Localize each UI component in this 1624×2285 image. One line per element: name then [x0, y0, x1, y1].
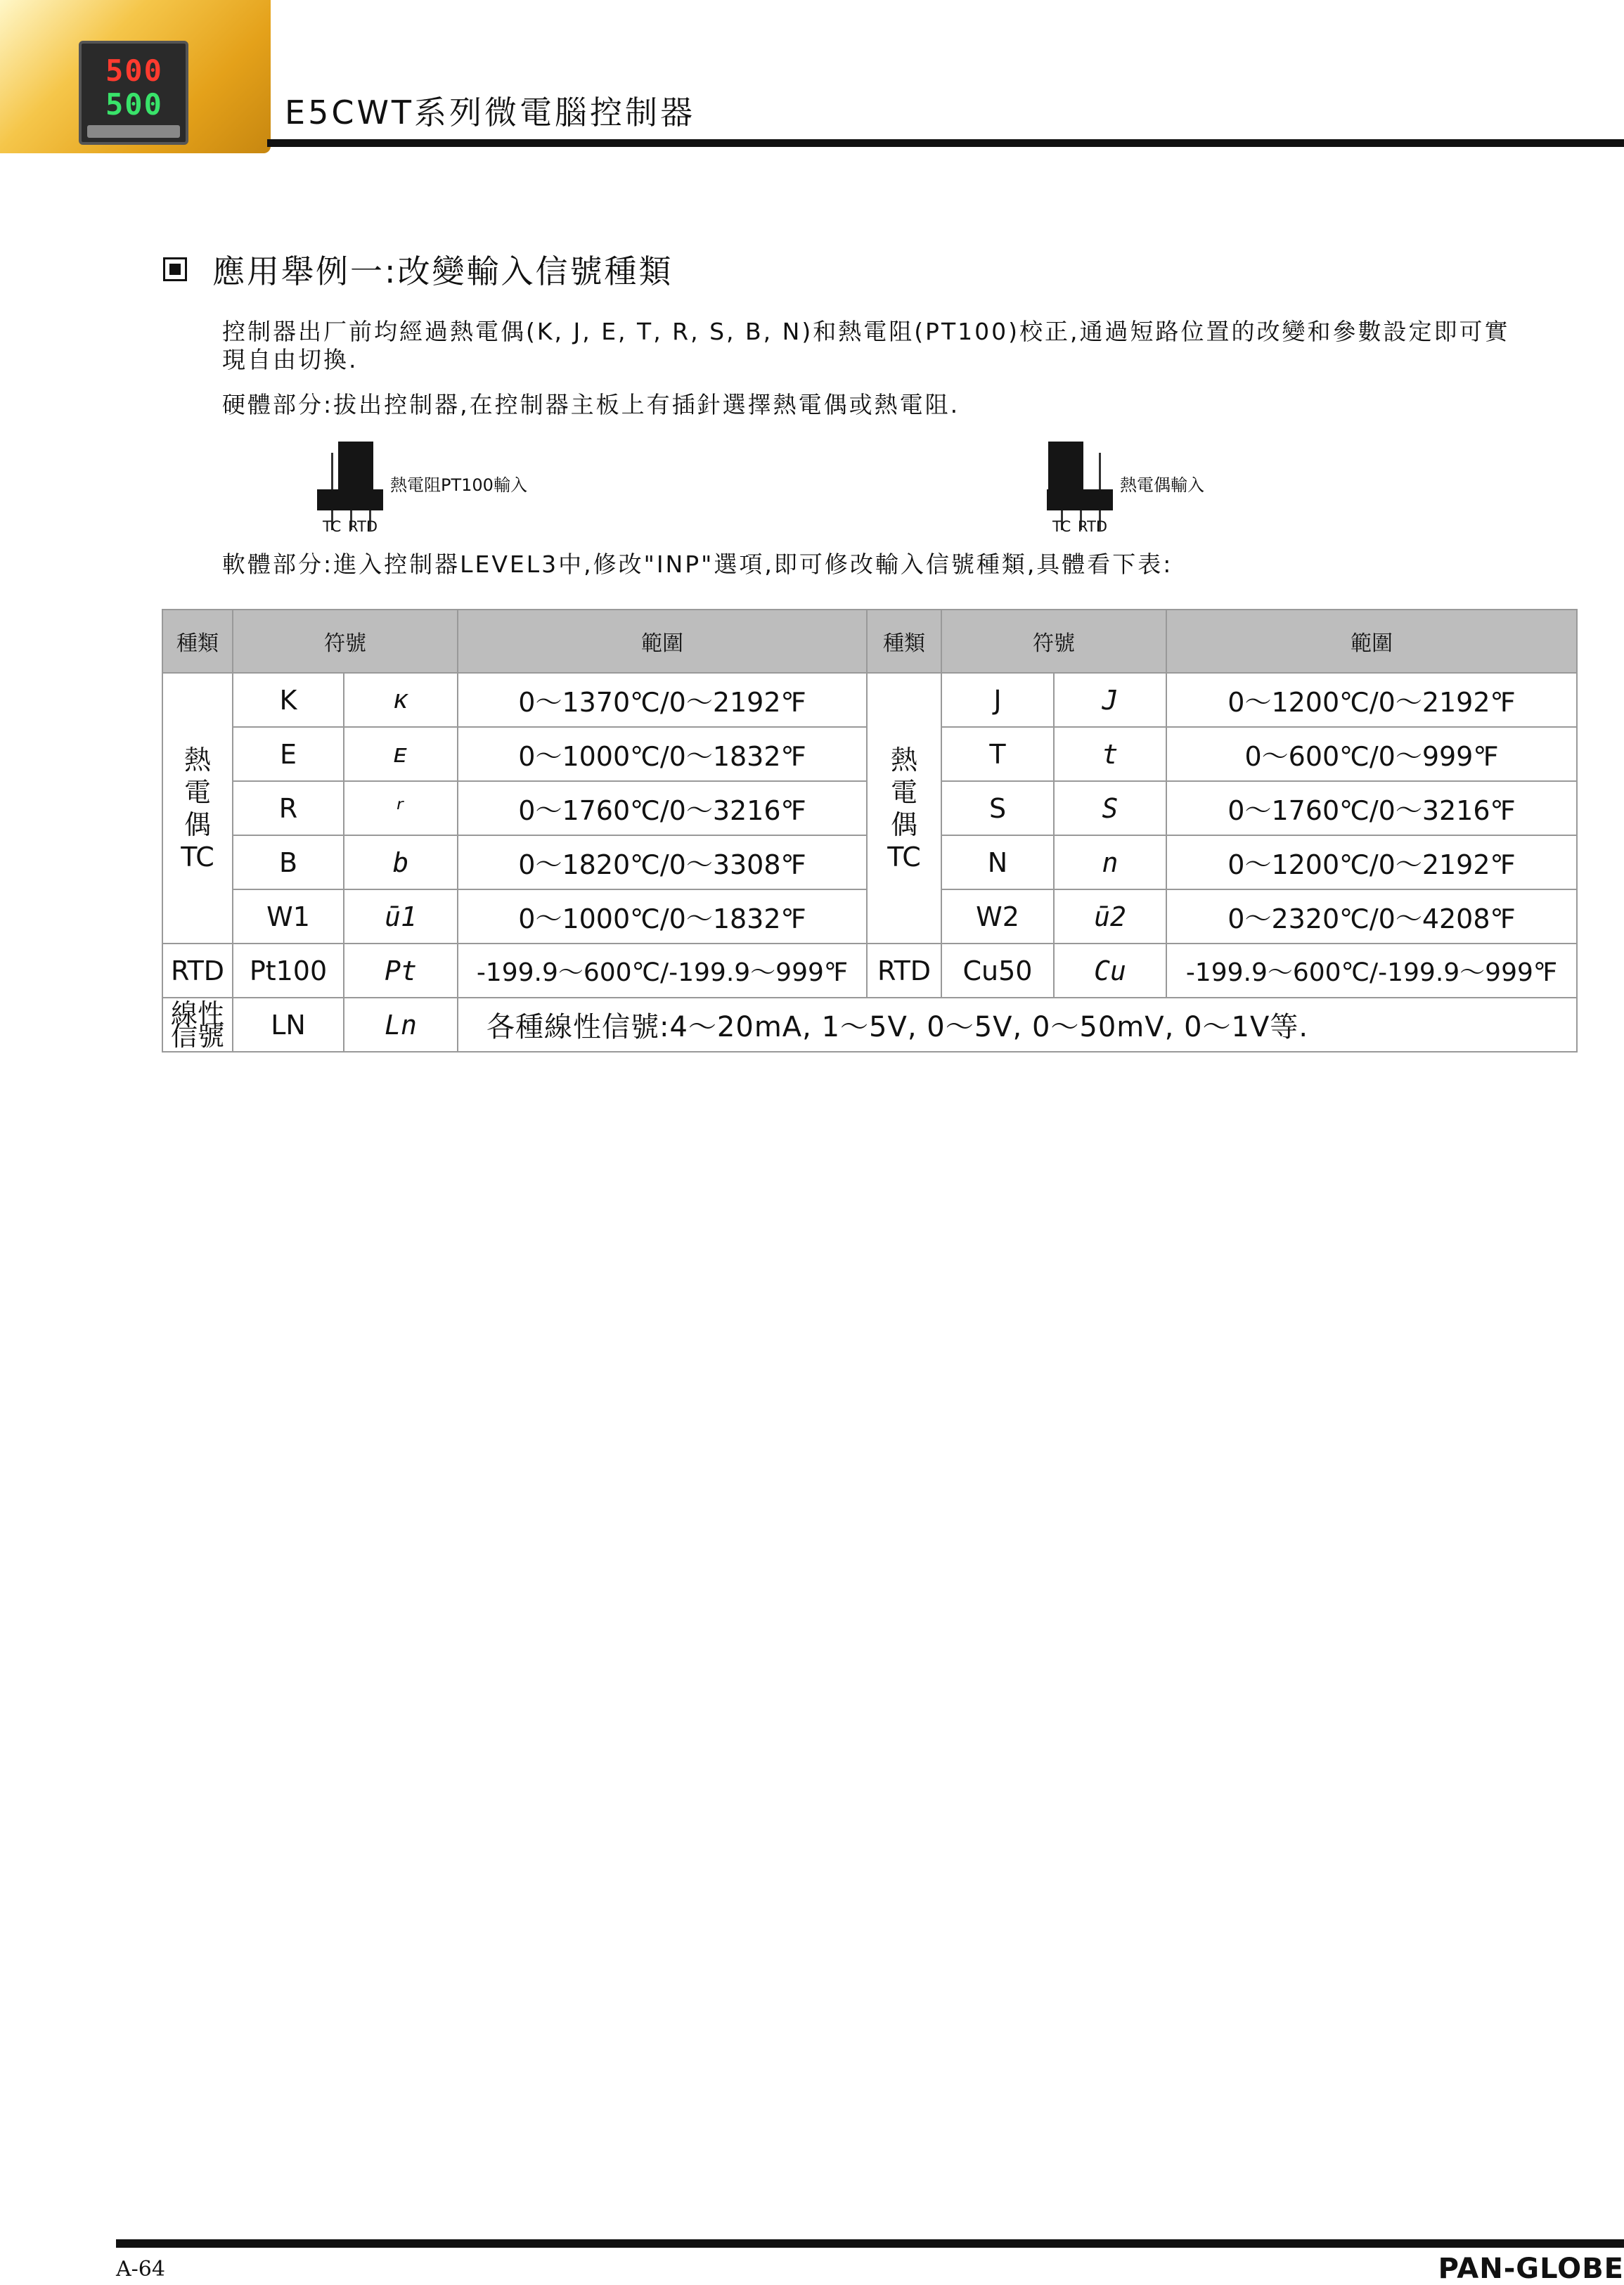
code-cell: Cu50 — [941, 944, 1054, 998]
intro-paragraph — [222, 318, 1579, 374]
tc-label-char: 偶 — [183, 809, 211, 840]
controller-device-image — [79, 41, 188, 145]
header-range: 範圍 — [1166, 610, 1577, 673]
tc-label-char: TC — [887, 841, 921, 873]
range-cell: 各種線性信號:4～20mA, 1～5V, 0～5V, 0～50mV, 0～1V等. — [458, 998, 1577, 1052]
range-cell: 0～600℃/0～999℉ — [1166, 727, 1577, 781]
code-cell: K — [233, 673, 344, 727]
header-range: 範圍 — [458, 610, 867, 673]
pin-label-tc: TC — [1052, 518, 1071, 535]
jumper-base — [317, 489, 383, 510]
intro-line-2: 現自由切換. — [222, 346, 359, 373]
header-type: 種類 — [162, 610, 233, 673]
type-line: 線性 — [170, 998, 224, 1029]
tc-label-char: 熱 — [183, 744, 211, 775]
code-cell: LN — [233, 998, 344, 1052]
tc-label-char: 電 — [183, 776, 211, 808]
symbol-cell: ᴇ — [344, 727, 458, 781]
intro-line-1: 控制器出厂前均經過熱電偶(K, J, E, T, R, S, B, N)和熱電阻(PT100)校正,通過短路位置的改變和參數設定即可實 — [222, 318, 1510, 345]
pin-label-rtd: RTD — [1078, 518, 1108, 535]
pin-label-tc: TC — [323, 518, 342, 535]
section-heading — [163, 246, 674, 292]
header-symbol: 符號 — [941, 610, 1166, 673]
symbol-cell: Pt — [344, 944, 458, 998]
section-heading-text: 應用舉例一:改變輸入信號種類 — [212, 252, 674, 290]
symbol-cell: t — [1054, 727, 1166, 781]
header-type: 種類 — [867, 610, 941, 673]
table-row — [162, 673, 1577, 727]
symbol-cell: ū1 — [344, 889, 458, 944]
symbol-cell: n — [1054, 835, 1166, 889]
page-header-title: E5CWT系列微電腦控制器 — [285, 94, 696, 131]
tc-label-char: 電 — [890, 776, 917, 808]
code-cell: E — [233, 727, 344, 781]
code-cell: J — [941, 673, 1054, 727]
code-cell: W2 — [941, 889, 1054, 944]
jumper-rtd-diagram — [317, 442, 387, 540]
symbol-cell: ū2 — [1054, 889, 1166, 944]
range-cell: 0～2320℃/0～4208℉ — [1166, 889, 1577, 944]
device-display-top: 500 — [105, 53, 163, 88]
jumper-tc-diagram — [1047, 442, 1117, 540]
tc-label-char: 偶 — [890, 809, 917, 840]
range-cell: 0～1000℃/0～1832℉ — [458, 727, 867, 781]
symbol-cell: S — [1054, 781, 1166, 835]
type-cell — [162, 998, 233, 1052]
range-cell: 0～1760℃/0～3216℉ — [458, 781, 867, 835]
type-cell: RTD — [162, 944, 233, 998]
jumper-tc-label: 熱電偶輸入 — [1120, 475, 1204, 495]
range-cell: -199.9～600℃/-199.9～999℉ — [1166, 944, 1577, 998]
range-cell: 0～1820℃/0～3308℉ — [458, 835, 867, 889]
table-row-rtd — [162, 944, 1577, 998]
tc-label-char: 熱 — [890, 744, 917, 775]
range-cell: 0～1760℃/0～3216℉ — [1166, 781, 1577, 835]
code-cell: S — [941, 781, 1054, 835]
header-symbol: 符號 — [233, 610, 458, 673]
range-cell: -199.9～600℃/-199.9～999℉ — [458, 944, 867, 998]
tc-group-label — [867, 673, 941, 944]
tc-group-label — [162, 673, 233, 944]
brand-logo: PAN-GLOBE — [1438, 2253, 1624, 2285]
input-type-table — [162, 609, 1578, 1053]
type-line: 信號 — [170, 1020, 224, 1052]
footer-divider — [116, 2239, 1624, 2248]
header-divider — [267, 139, 1624, 147]
code-cell: Pt100 — [233, 944, 344, 998]
hardware-paragraph: 硬體部分:拔出控制器,在控制器主板上有插針選擇熱電偶或熱電阻. — [222, 391, 960, 418]
symbol-cell: ᴋ — [344, 673, 458, 727]
table-header-row — [162, 610, 1577, 673]
range-cell: 0～1000℃/0～1832℉ — [458, 889, 867, 944]
software-paragraph: 軟體部分:進入控制器LEVEL3中,修改"INP"選項,即可修改輸入信號種類,具體看下表: — [222, 551, 1173, 578]
product-logo — [0, 0, 271, 153]
symbol-cell: ʳ — [344, 781, 458, 835]
range-cell: 0～1200℃/0～2192℉ — [1166, 673, 1577, 727]
symbol-cell: Cu — [1054, 944, 1166, 998]
device-display-bottom: 500 — [105, 87, 163, 122]
pin-label-rtd: RTD — [348, 518, 378, 535]
jumper-base — [1047, 489, 1113, 510]
tc-label-char: TC — [181, 841, 214, 873]
code-cell: T — [941, 727, 1054, 781]
code-cell: N — [941, 835, 1054, 889]
symbol-cell: Ln — [344, 998, 458, 1052]
code-cell: B — [233, 835, 344, 889]
jumper-cap — [338, 442, 373, 489]
bullet-square-icon — [163, 257, 187, 281]
range-cell: 0～1370℃/0～2192℉ — [458, 673, 867, 727]
code-cell: W1 — [233, 889, 344, 944]
table-row-linear — [162, 998, 1577, 1052]
range-cell: 0～1200℃/0～2192℉ — [1166, 835, 1577, 889]
type-cell: RTD — [867, 944, 941, 998]
symbol-cell: J — [1054, 673, 1166, 727]
jumper-cap — [1048, 442, 1083, 489]
symbol-cell: b — [344, 835, 458, 889]
jumper-rtd-label: 熱電阻PT100輸入 — [390, 475, 527, 495]
code-cell: R — [233, 781, 344, 835]
device-keypad — [87, 125, 180, 138]
page-number: A-64 — [116, 2257, 165, 2281]
